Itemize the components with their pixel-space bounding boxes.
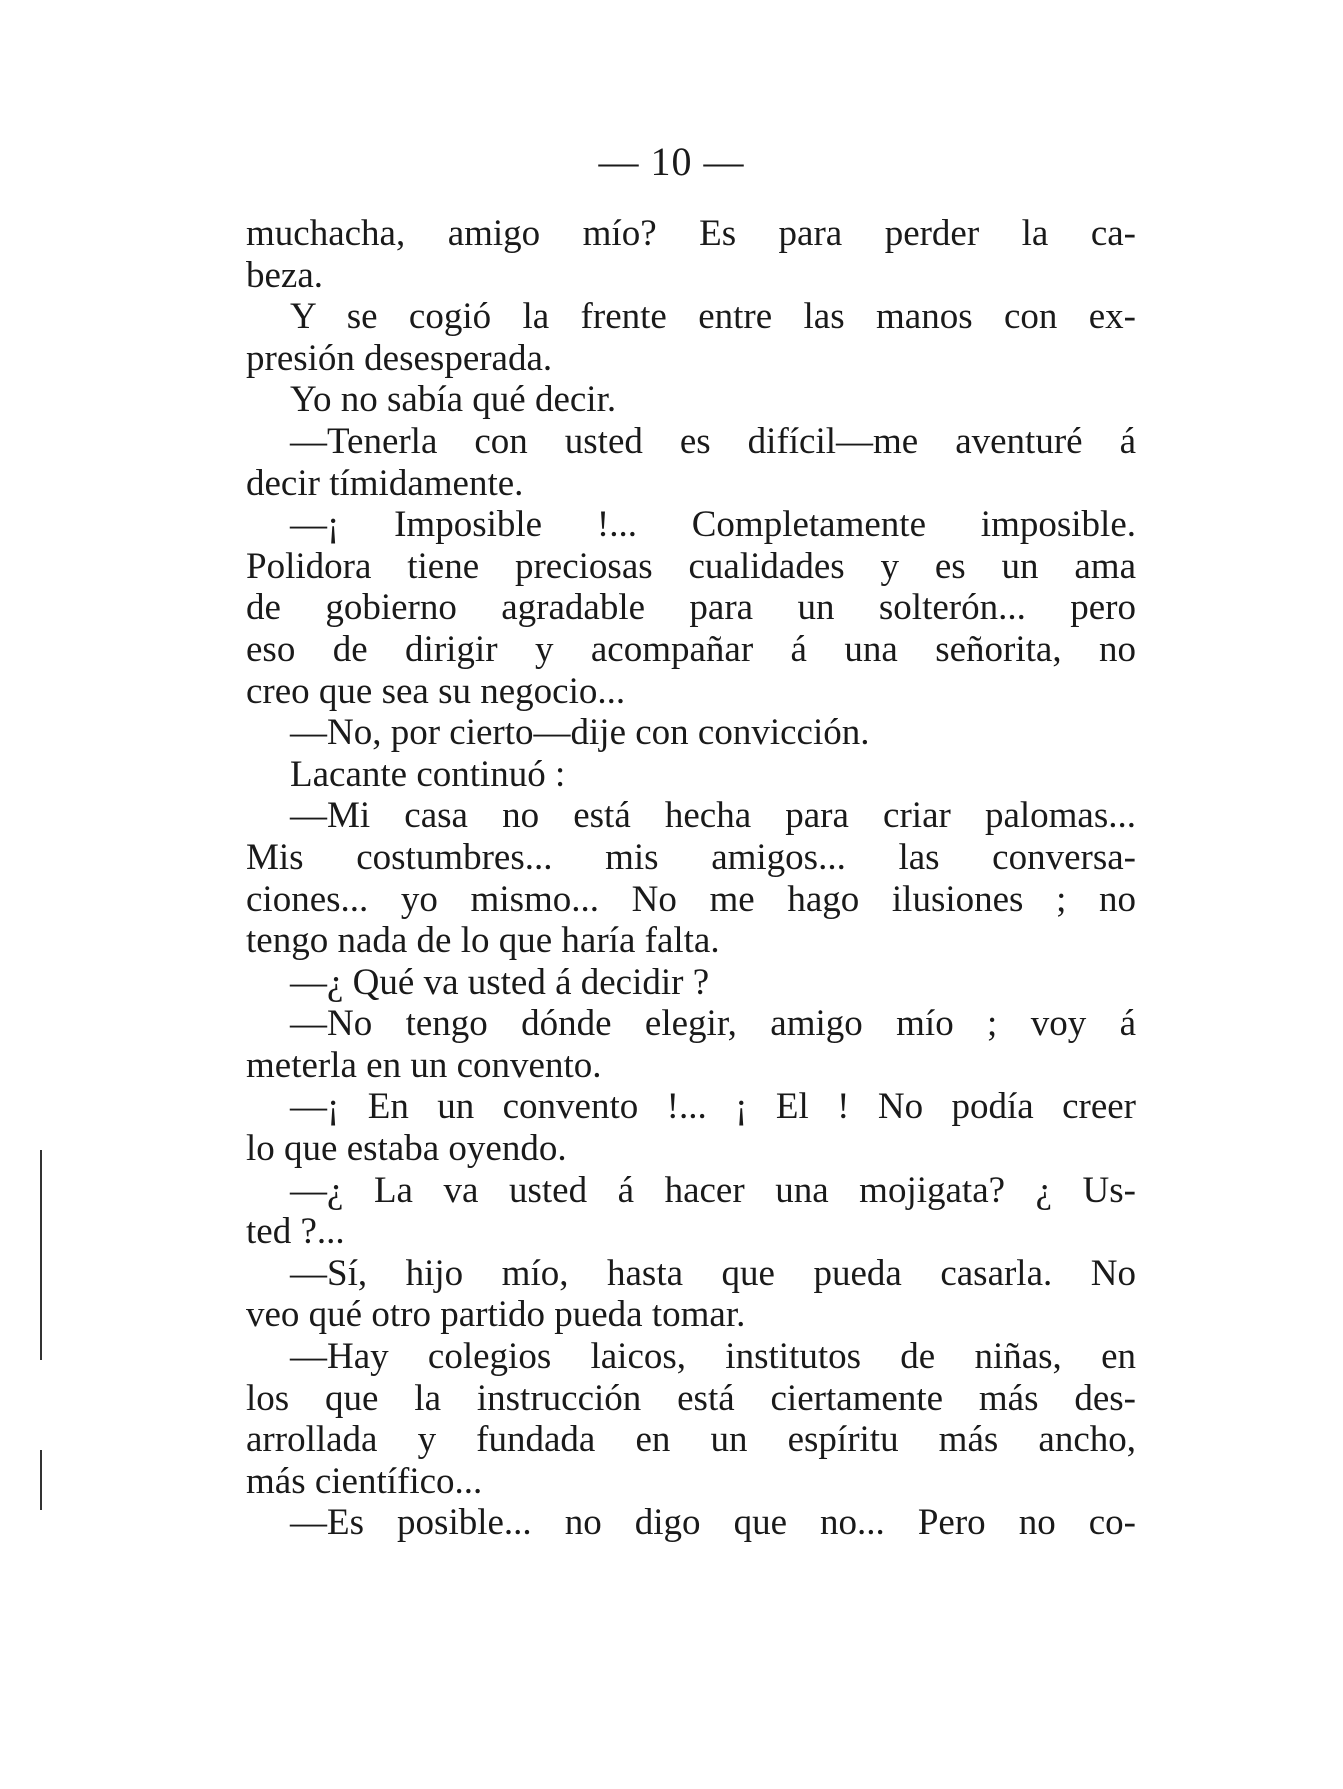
text-line: más científico...: [246, 1460, 483, 1502]
text-line: decir tímidamente.: [246, 462, 524, 504]
text-line: tengo nada de lo que haría falta.: [246, 920, 720, 962]
text-line: muchacha, amigo mío? Es para perder la ca-: [246, 213, 1136, 254]
text-line: lo que estaba oyendo.: [246, 1128, 567, 1170]
text-line: —Es posible... no digo que no... Pero no co-: [290, 1502, 1136, 1544]
text-line: —Mi casa no está hecha para criar palomas...: [290, 795, 1136, 837]
body-text: [246, 213, 1136, 1544]
text-line: ciones... yo mismo... No me hago ilusiones ; no: [246, 878, 1136, 920]
text-line: creo que sea su negocio...: [246, 670, 626, 712]
text-line: arrollada y fundada en un espíritu más ancho,: [246, 1419, 1136, 1461]
text-line: de gobierno agradable para un solterón... pero: [246, 587, 1136, 629]
scan-margin-mark: [40, 1150, 42, 1360]
text-line: presión desesperada.: [246, 337, 553, 379]
text-line: Y se cogió la frente entre las manos con ex-: [290, 296, 1136, 338]
text-line: —Tenerla con usted es difícil—me aventuré á: [290, 420, 1136, 462]
text-line: beza.: [246, 254, 324, 296]
page-number: — 10 —: [598, 139, 745, 184]
scan-margin-mark: [40, 1450, 42, 1510]
text-line: los que la instrucción está ciertamente más des-: [246, 1377, 1136, 1419]
text-line: —¿ Qué va usted á decidir ?: [290, 961, 710, 1003]
text-line: —¡ En un convento !... ¡ El ! No podía creer: [290, 1086, 1136, 1128]
text-line: Polidora tiene preciosas cualidades y es un ama: [246, 545, 1136, 587]
text-line: Yo no sabía qué decir.: [290, 379, 617, 421]
text-line: —¿ La va usted á hacer una mojigata? ¿ Us-: [290, 1169, 1136, 1211]
text-line: Lacante continuó :: [290, 753, 566, 795]
text-line: meterla en un convento.: [246, 1044, 602, 1086]
text-line: —No tengo dónde elegir, amigo mío ; voy á: [290, 1003, 1136, 1045]
text-line: —Hay colegios laicos, institutos de niñas, en: [290, 1336, 1136, 1378]
text-line: eso de dirigir y acompañar á una señorita, no: [246, 628, 1136, 670]
text-line: —¡ Imposible !... Completamente imposible.: [290, 504, 1136, 546]
text-line: —Sí, hijo mío, hasta que pueda casarla. No: [290, 1252, 1136, 1294]
text-line: Mis costumbres... mis amigos... las conversa-: [246, 836, 1136, 878]
text-line: —No, por cierto—dije con convicción.: [290, 712, 870, 754]
text-line: ted ?...: [246, 1211, 345, 1253]
text-line: veo qué otro partido pueda tomar.: [246, 1294, 746, 1336]
